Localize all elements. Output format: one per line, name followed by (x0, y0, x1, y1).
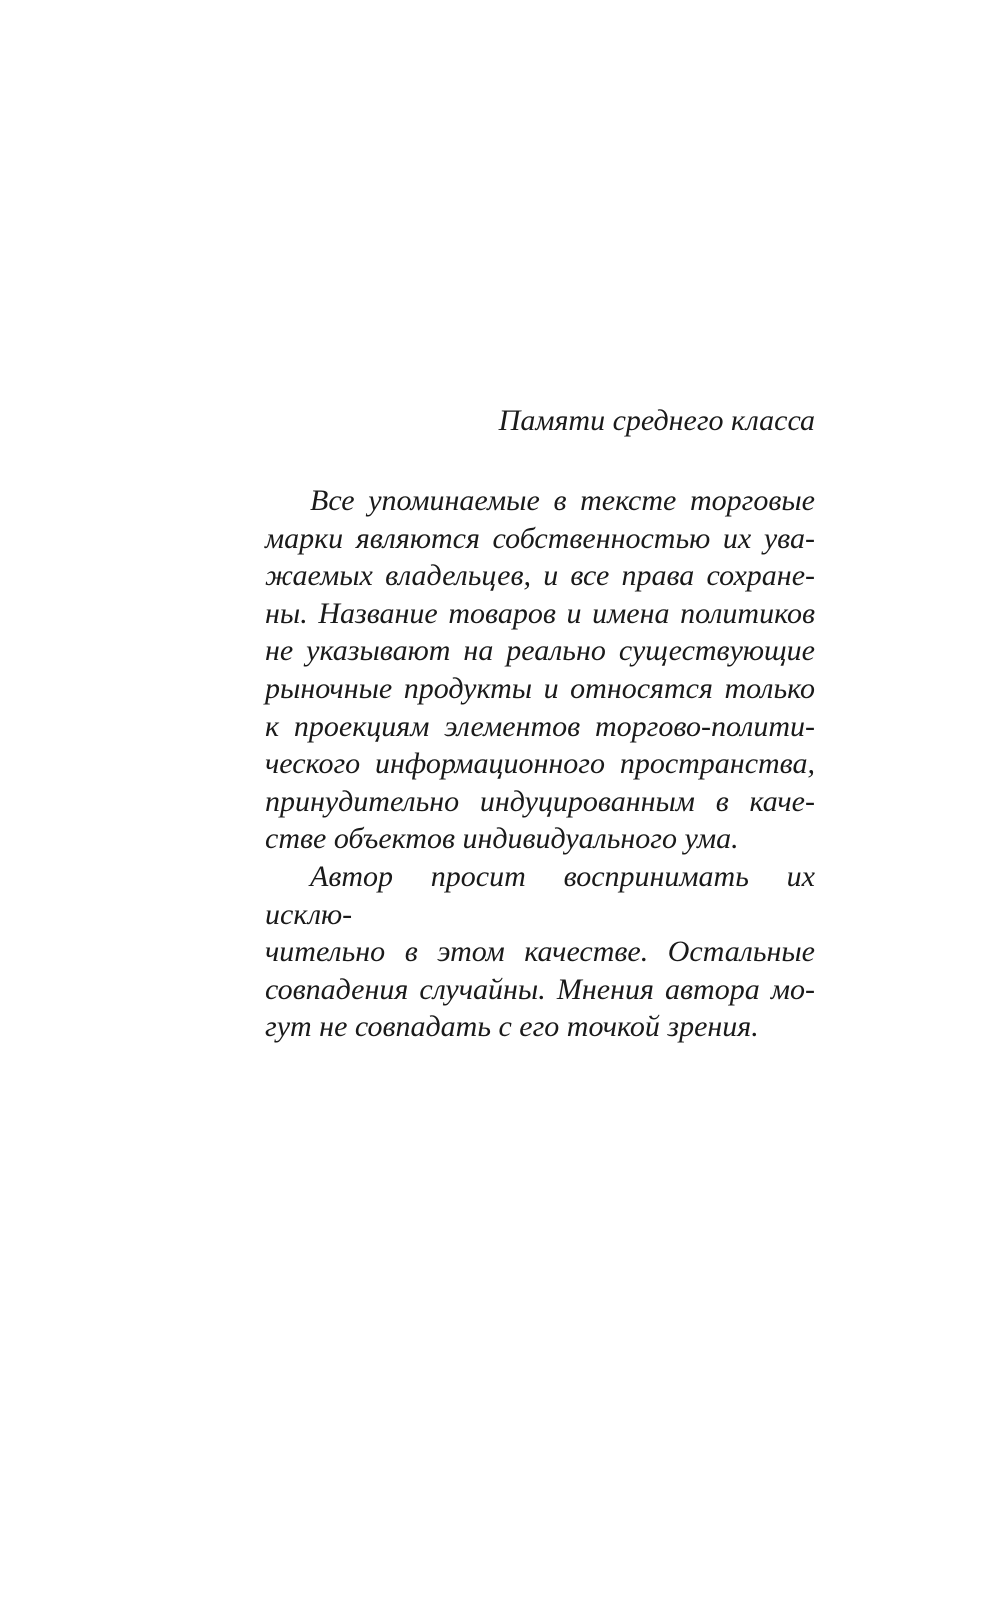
text-line: гут не совпадать с его точкой зрения. (265, 1010, 759, 1044)
dedication-line: Памяти среднего класса (498, 404, 815, 437)
text-line: к проекциям элементов торгово-полити- (265, 709, 815, 743)
text-line: рыночные продукты и относятся только (265, 671, 815, 705)
text-line: ческого информационного пространства, (265, 747, 815, 781)
text-line: совпадения случайны. Мнения автора мо- (265, 972, 815, 1006)
text-line: жаемых владельцев, и все права сохране- (265, 559, 815, 593)
text-line: чительно в этом качестве. Остальные (265, 935, 815, 969)
text-line: Автор просит воспринимать их исклю- (265, 859, 815, 931)
text-line: стве объектов индивидуального ума. (265, 822, 739, 856)
text-line: Все упоминаемые в тексте торговые (310, 484, 815, 517)
text-line: принудительно индуцированным в каче- (265, 784, 815, 818)
disclaimer-text (265, 482, 815, 1046)
text-line: не указывают на реально существующие (265, 634, 815, 668)
text-column (265, 402, 815, 1046)
text-line: ны. Название товаров и имена политиков (265, 596, 815, 630)
text-line: марки являются собственностью их ува- (265, 521, 815, 555)
